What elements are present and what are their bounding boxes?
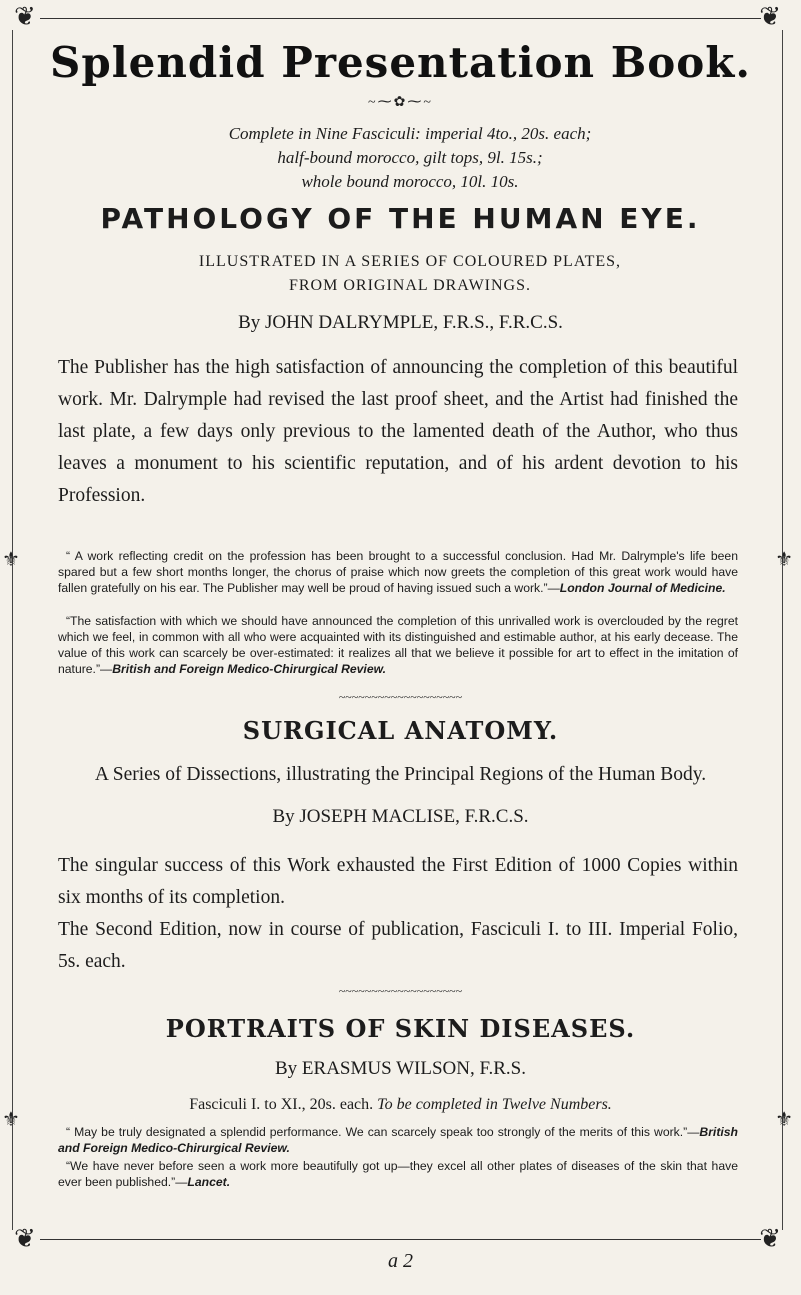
page-folio: a 2 (388, 1250, 413, 1272)
book2-author: By JOSEPH MACLISE, F.R.C.S. (272, 806, 529, 827)
bottom-rule (40, 1239, 761, 1240)
book2-para1: The singular success of this Work exhausted the First Edition of 1000 Copies within six months of its completion. (58, 855, 738, 908)
quote-source: British and Foreign Medico-Chirurgical Review. (112, 662, 387, 676)
book1-subtitle-line: half-bound morocco, gilt tops, 9l. 15s.; (277, 148, 543, 167)
fasciculi-note: To be completed in Twelve Numbers. (377, 1096, 612, 1113)
book2-title: SURGICAL ANATOMY. (242, 716, 559, 745)
flourish-ornament-icon: ~⁓✿⁓~ (368, 95, 433, 110)
book1-illustrated (140, 250, 680, 298)
page-header-title: Splendid Presentation Book. (50, 38, 751, 87)
top-rule (40, 18, 761, 19)
corner-ornament-icon: ❦ (759, 2, 781, 31)
corner-ornament-icon: ❦ (14, 1224, 36, 1253)
wavy-divider: ~~~~~~~~~~~~~~~~~~~ (338, 690, 463, 704)
side-ornament-icon: ⚜ (775, 1109, 793, 1131)
quote-text: “We have never before seen a work more beautifully got up—they excel all other plates of diseases of the skin that have ever been published.”— (58, 1159, 738, 1189)
side-ornament-icon: ⚜ (775, 549, 793, 571)
fasciculi-text: Fasciculi I. to XI., 20s. each. (189, 1096, 374, 1113)
book1-quote (58, 548, 738, 596)
quote-text: “ May be truly designated a splendid performance. We can scarcely speak too strongly of the merits of this work.”— (66, 1125, 700, 1139)
book3-author: By ERASMUS WILSON, F.R.S. (275, 1058, 526, 1079)
quote-text: “The satisfaction with which we should have announced the completion of this unrivalled work is overclouded by the regret which we feel, in common with all who were acquainted with its distinguished and estimable author, at his early decease. The value of this work can scarcely be over-estimated: it realizes all that we believe it possible for art to effect in the imitation of nature.”— (58, 614, 738, 676)
book1-illustrated-line: FROM ORIGINAL DRAWINGS. (288, 277, 531, 294)
book2-subtitle: A Series of Dissections, illustrating the Principal Regions of the Human Body. (94, 764, 707, 785)
side-ornament-icon: ⚜ (2, 1109, 20, 1131)
side-ornament-icon: ⚜ (2, 549, 20, 571)
quote-source: British and Foreign Medico-Chirurgical Review. (58, 1125, 738, 1155)
book1-subtitle-line: whole bound morocco, 10l. 10s. (301, 172, 519, 191)
corner-ornament-icon: ❦ (759, 1224, 781, 1253)
book1-author: By JOHN DALRYMPLE, F.R.S., F.R.C.S. (238, 312, 563, 333)
corner-ornament-icon: ❦ (14, 2, 36, 31)
book1-paragraph: The Publisher has the high satisfaction of announcing the completion of this beautiful work. Mr. Dalrymple had revised the last proof sheet, and the Artist had finished the last plate, a few days only previous to the lamented death of the Author, who thus leaves a monument to his scientific reputation, and of his ardent devotion to his Profession. (58, 357, 738, 506)
book1-subtitle (120, 122, 700, 194)
wavy-divider: ~~~~~~~~~~~~~~~~~~~ (338, 984, 463, 998)
book1-quote (58, 613, 738, 677)
book1-title: PATHOLOGY OF THE HUMAN EYE. (100, 202, 701, 235)
book2-para2: The Second Edition, now in course of publication, Fasciculi I. to III. Imperial Folio, 5s. each. (58, 919, 738, 972)
quote-source: London Journal of Medicine. (559, 581, 726, 595)
book1-illustrated-line: ILLUSTRATED IN A SERIES OF COLOURED PLATES, (198, 253, 622, 270)
book3-fasciculi (0, 1096, 801, 1114)
quote-source: Lancet. (187, 1175, 231, 1189)
quote-text: “ A work reflecting credit on the profession has been brought to a successful conclusion. Had Mr. Dalrymple's life been spared but a few short months longer, the chorus of praise which now greets the completion of this great work would have fallen gratefully on his ear. The Publisher may well be proud of having issued such a work.”— (58, 549, 738, 595)
book1-subtitle-line: Complete in Nine Fasciculi: imperial 4to., 20s. each; (228, 124, 592, 143)
book3-quote (58, 1124, 738, 1156)
book3-quote (58, 1158, 738, 1190)
book3-title: PORTRAITS OF SKIN DISEASES. (165, 1014, 636, 1043)
